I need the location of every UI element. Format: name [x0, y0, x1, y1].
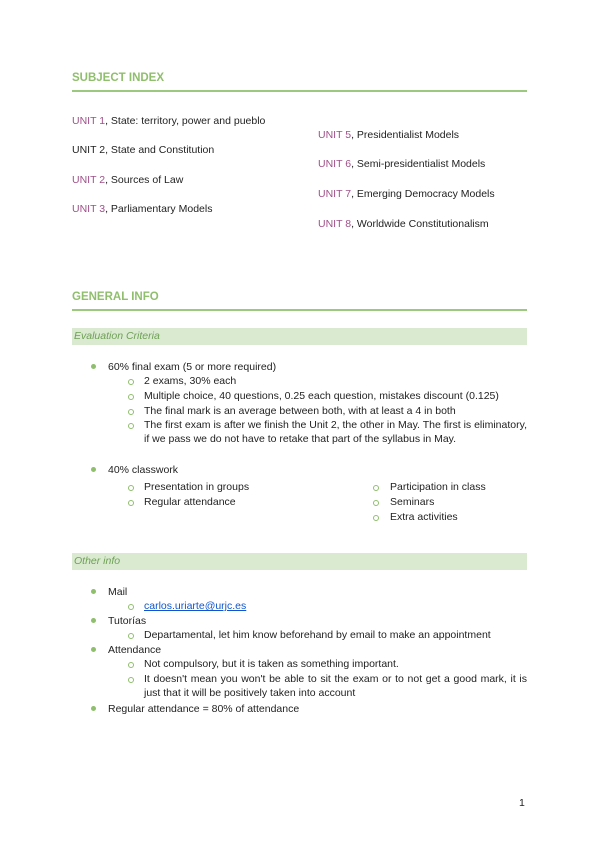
- bullet-icon: [91, 618, 96, 623]
- sub-bullet-icon: [128, 394, 134, 400]
- bullet-icon: [91, 364, 96, 369]
- unit-entry: [72, 203, 212, 215]
- classwork-subitem: Regular attendance: [144, 496, 236, 508]
- mail-item: Mail: [108, 586, 128, 598]
- unit-code: UNIT 6: [318, 158, 352, 170]
- unit-title: , Semi-presidentialist Models: [351, 158, 486, 170]
- page-number: 1: [519, 797, 525, 809]
- attendance-item: Attendance: [108, 644, 162, 656]
- sub-bullet-icon: [128, 500, 134, 506]
- unit-title: , Emerging Democracy Models: [351, 188, 495, 200]
- unit-title: , Worldwide Constitutionalism: [351, 218, 489, 230]
- sub-bullet-icon: [128, 485, 134, 491]
- bullet-icon: [91, 467, 96, 472]
- sub-bullet-icon: [128, 677, 134, 683]
- unit-title: , Parliamentary Models: [105, 203, 213, 215]
- exam-subitem: 2 exams, 30% each: [144, 375, 237, 387]
- unit-code: UNIT 2: [72, 144, 106, 156]
- classwork-subitem: Extra activities: [390, 511, 458, 523]
- sub-bullet-icon: [128, 379, 134, 385]
- unit-code: UNIT 2: [72, 174, 106, 186]
- attendance-subitem: It doesn't mean you won't be able to sit the exam or to not get a good mark, it is just that it will be positively taken into account: [144, 673, 527, 699]
- unit-code: UNIT 7: [318, 188, 352, 200]
- unit-entry: [72, 174, 183, 186]
- exam-item: 60% final exam (5 or more required): [108, 361, 277, 373]
- sub-bullet-icon: [128, 423, 134, 429]
- sub-bullet-icon: [128, 409, 134, 415]
- exam-subitem: The final mark is an average between both, with at least a 4 in both: [144, 405, 456, 417]
- bullet-icon: [91, 589, 96, 594]
- regular-attendance-item: Regular attendance = 80% of attendance: [108, 703, 300, 715]
- sub-bullet-icon: [128, 633, 134, 639]
- classwork-subitem: Participation in class: [390, 481, 486, 493]
- unit-code: UNIT 5: [318, 129, 352, 141]
- unit-entry: [318, 158, 485, 170]
- unit-code: UNIT 1: [72, 115, 106, 127]
- sub-bullet-icon: [128, 604, 134, 610]
- email-link[interactable]: carlos.uriarte@urjc.es: [144, 600, 247, 612]
- general-info-heading: GENERAL INFO: [72, 291, 527, 311]
- other-info-label: Other info: [72, 553, 527, 570]
- tutorias-detail: Departamental, let him know beforehand by email to make an appointment: [144, 629, 491, 641]
- unit-code: UNIT 3: [72, 203, 106, 215]
- classwork-item: 40% classwork: [108, 464, 179, 476]
- sub-bullet-icon: [373, 500, 379, 506]
- exam-subitem: Multiple choice, 40 questions, 0.25 each question, mistakes discount (0.125): [144, 390, 499, 402]
- classwork-subitem: Seminars: [390, 496, 435, 508]
- unit-entry: [318, 129, 459, 141]
- sub-bullet-icon: [373, 515, 379, 521]
- evaluation-criteria-label: Evaluation Criteria: [72, 328, 527, 345]
- tutorias-item: Tutorías: [108, 615, 147, 627]
- attendance-subitem: Not compulsory, but it is taken as something important.: [144, 658, 399, 670]
- exam-subitem: The first exam is after we finish the Unit 2, the other in May. The first is eliminatory, if we pass we do not have to retake that part of the syllabus in May.: [144, 419, 527, 445]
- unit-title: , Sources of Law: [105, 174, 184, 186]
- sub-bullet-icon: [373, 485, 379, 491]
- sub-bullet-icon: [128, 662, 134, 668]
- unit-title: , State: territory, power and pueblo: [105, 115, 266, 127]
- unit-entry: [318, 188, 495, 200]
- classwork-subitem: Presentation in groups: [144, 481, 250, 493]
- subject-index-heading: SUBJECT INDEX: [72, 72, 527, 92]
- unit-entry: [72, 115, 265, 127]
- unit-code: UNIT 8: [318, 218, 352, 230]
- unit-title: , Presidentialist Models: [351, 129, 460, 141]
- bullet-icon: [91, 706, 96, 711]
- unit-title: , State and Constitution: [105, 144, 215, 156]
- bullet-icon: [91, 647, 96, 652]
- unit-entry: [318, 218, 489, 230]
- unit-entry: [72, 144, 214, 156]
